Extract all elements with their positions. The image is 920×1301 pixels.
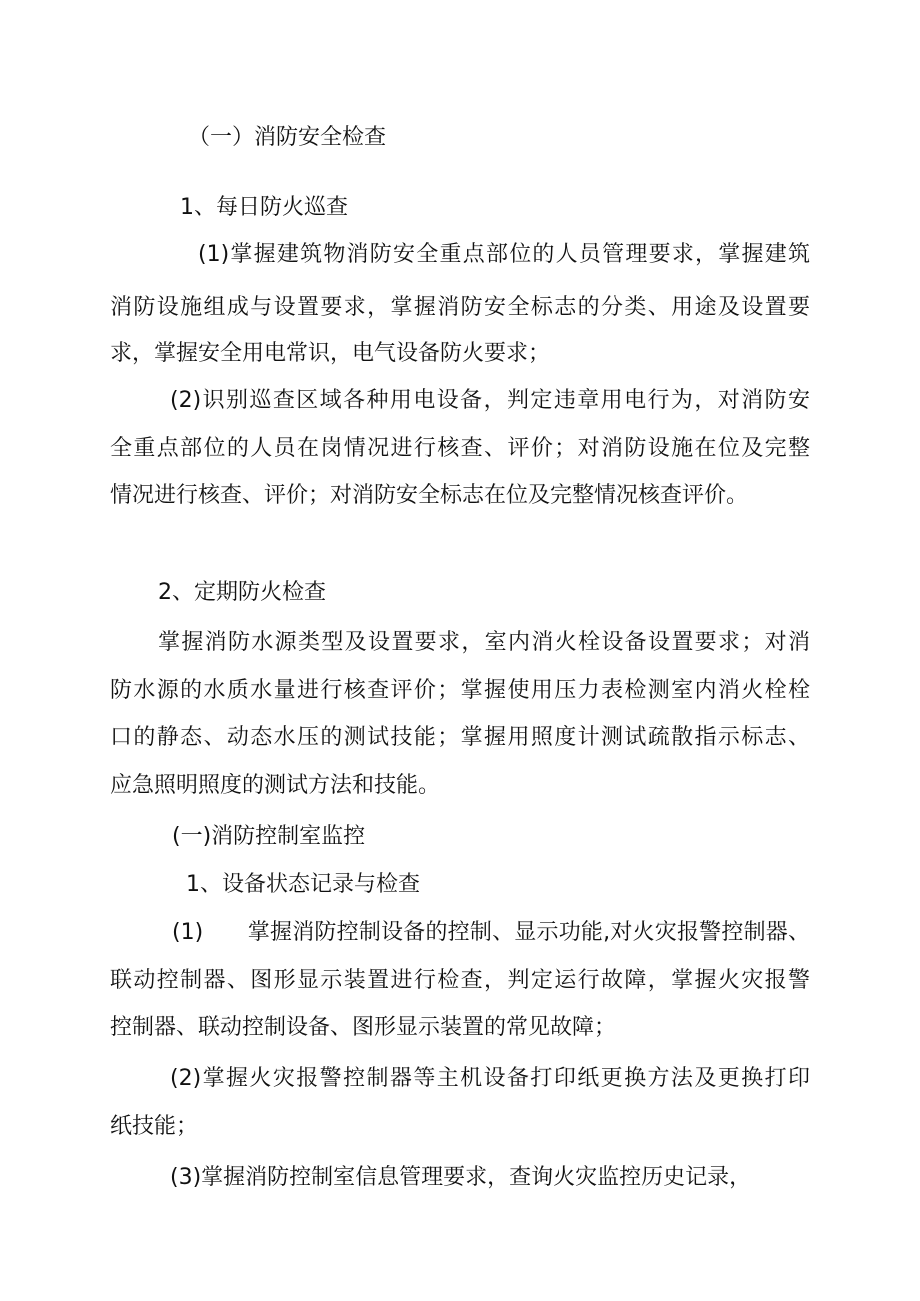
paragraph-line: (2)掌握火灾报警控制器等主机设备打印纸更换方法及更换打印	[170, 1066, 810, 1091]
paragraph-line: 纸技能；	[110, 1114, 199, 1139]
paragraph-line: 防水源的水质水量进行核查评价；掌握使用压力表检测室内消火栓栓	[110, 678, 810, 703]
paragraph-line: 情况进行核查、评价；对消防安全标志在位及完整情况核查评价。	[110, 483, 749, 508]
subsection-title-daily-patrol: 1、每日防火巡查	[180, 195, 348, 220]
section-heading-fire-safety-inspection: （一）消防安全检查	[188, 125, 387, 150]
subsection-title-periodic-inspection: 2、定期防火检查	[158, 580, 326, 605]
paragraph-line: (1)掌握建筑物消防安全重点部位的人员管理要求，掌握建筑	[198, 242, 810, 267]
paragraph-line: 全重点部位的人员在岗情况进行核查、评价；对消防设施在位及完整	[110, 436, 810, 461]
paragraph-line: 口的静态、动态水压的测试技能；掌握用照度计测试疏散指示标志、	[110, 725, 810, 750]
paragraph-line: (3)掌握消防控制室信息管理要求，查询火灾监控历史记录，	[170, 1165, 752, 1190]
subsection-title-device-status: 1、设备状态记录与检查	[186, 872, 420, 897]
paragraph-line: 消防设施组成与设置要求，掌握消防安全标志的分类、用途及设置要	[110, 295, 810, 320]
paragraph-line: 联动控制器、图形显示装置进行检查，判定运行故障，掌握火灾报警	[110, 968, 810, 993]
paragraph-line: (2)识别巡查区域各种用电设备，判定违章用电行为，对消防安	[170, 388, 810, 413]
section-heading-control-room: (一)消防控制室监控	[172, 824, 366, 849]
paragraph-line: (1) 掌握消防控制设备的控制、显示功能,对火灾报警控制器、	[172, 920, 810, 945]
paragraph-line: 控制器、联动控制设备、图形显示装置的常见故障；	[110, 1015, 617, 1040]
paragraph-line: 掌握消防水源类型及设置要求，室内消火栓设备设置要求；对消	[158, 630, 810, 655]
paragraph-line: 求，掌握安全用电常识，电气设备防火要求；	[110, 341, 551, 366]
paragraph-line: 应急照明照度的测试方法和技能。	[110, 773, 441, 798]
